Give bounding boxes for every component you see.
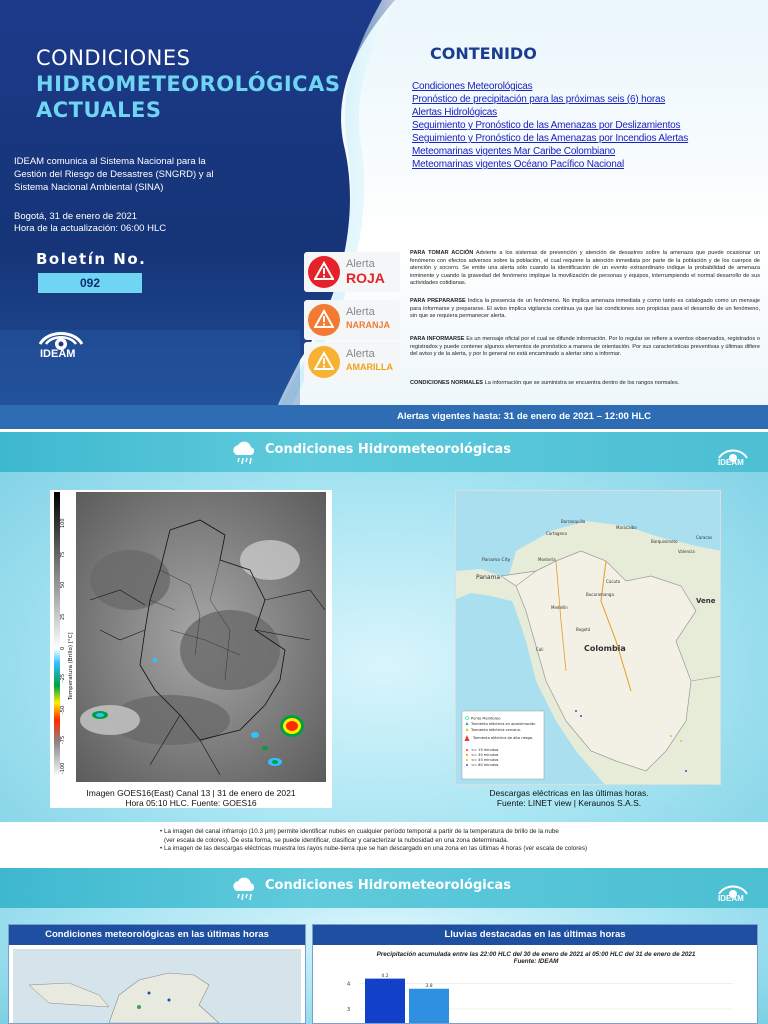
map-city: Bucaramanga — [586, 592, 614, 597]
alert-yellow-level: AMARILLA — [346, 362, 393, 372]
lightning-map — [456, 491, 721, 785]
normal-conditions-description — [410, 380, 760, 388]
contents-list — [412, 80, 688, 171]
satellite-caption — [0, 788, 382, 808]
map-caption-line1: Descargas eléctricas en las últimas horas. — [489, 788, 649, 798]
contents-link-caribbean[interactable]: Meteomarinas vigentes Mar Caribe Colombiano — [412, 146, 616, 157]
map-city: Maracaibo — [616, 525, 637, 530]
note-item: • La imagen de las descargas eléctricas muestra los rayos nube-tierra que se han descargado en una zona en las últimas 4 horas (ver escala de colores) — [160, 845, 588, 852]
legend-item: Punto Monitoreo — [471, 716, 501, 721]
contents-link-meteorological[interactable]: Condiciones Meteorológicas — [412, 81, 533, 92]
rain-chart-bar — [409, 989, 449, 1023]
cover-title-line2: HIDROMETEOROLÓGICAS — [36, 72, 341, 96]
rain-bar-chart — [333, 965, 743, 1023]
contents-link-fires[interactable]: Seguimiento y Pronóstico de las Amenazas por Incendios Alertas — [412, 133, 689, 144]
colorbar-tick: -25 — [60, 673, 66, 682]
map-caption-line2: Fuente: LINET view | Keraunos S.A.S. — [496, 798, 642, 808]
legend-item: Tormenta eléctrica cercana. — [471, 728, 521, 732]
rain-chart-y-tick: 4 — [347, 981, 351, 988]
map-caption — [370, 788, 768, 808]
slide3-header — [0, 868, 768, 908]
legend-item: Tormenta eléctrica de alto riesgo. — [473, 736, 534, 740]
map-city: Cali — [536, 647, 544, 652]
highlighted-rain-title: Lluvias destacadas en las últimas horas — [313, 925, 757, 945]
hydromet-conditions-slide-2 — [0, 868, 768, 1024]
map-label-panama: Panama — [476, 574, 501, 581]
cover-section — [0, 0, 768, 405]
map-city: Barquisimeto — [651, 539, 678, 544]
slide2-title: Condiciones Hidrometeorológicas — [265, 442, 511, 457]
alert-orange-desc-body: Indica la presencia de un fenómeno. No implica amenaza inmediata y como tanto es catalogado como un mensaje para informarse y prepararse. El aviso implica vigilancia continua ya que las condiciones son propicias para el desarrollo de un fenómeno, sin que se requiera permanecer alerta. — [410, 298, 761, 320]
map-label-panama-city: Panama City — [482, 558, 511, 563]
colorbar-label: Temperatura (Brillo) [°C] — [68, 632, 74, 700]
alert-yellow-word: Alerta — [346, 348, 375, 360]
alert-red-circle — [308, 256, 340, 288]
rain-chart-title — [313, 951, 759, 965]
ideam-logo-text: IDEAM — [718, 894, 744, 903]
alert-yellow-desc-head: PARA INFORMARSE — [410, 336, 465, 342]
contents-link-precipitation-forecast[interactable]: Pronóstico de precipitación para las próximas seis (6) horas — [412, 94, 666, 105]
colorbar-tick: 100 — [60, 518, 66, 528]
map-label-colombia: Colombia — [584, 644, 626, 653]
alert-orange-level: NARANJA — [346, 320, 391, 330]
alert-yellow-description — [410, 336, 760, 359]
alerts-valid-until-bar: Alertas vigentes hasta: 31 de enero de 2021 – 12:00 HLC — [0, 405, 768, 429]
bulletin-label: Boletín No. — [36, 250, 147, 268]
legend-item: <= 45 minutos — [471, 758, 499, 762]
legend-item: <= 15 minutos — [471, 748, 499, 752]
rain-chart-value-label: 3.8 — [425, 984, 433, 990]
alert-orange-desc-head: PARA PREPARARSE — [410, 298, 466, 304]
warning-triangle-icon — [314, 309, 334, 329]
alert-badge-orange — [304, 300, 400, 340]
rain-chart-title-line1: Precipitación acumulada entre las 22:00 HLC del 30 de enero de 2021 al 05:00 HLC del 31 de enero de 2021 — [376, 951, 696, 958]
warning-triangle-icon — [314, 351, 334, 371]
map-city: Bogotá — [576, 627, 591, 632]
contents-link-pacific[interactable]: Meteomarinas vigentes Océano Pacífico Nacional — [412, 159, 625, 170]
legend-item: <= 30 minutos — [471, 753, 499, 757]
colorbar-tick: 25 — [60, 613, 66, 620]
satellite-caption-line2: Hora 05:10 HLC. Fuente: GOES16 — [125, 798, 257, 808]
rain-chart-source: Fuente: IDEAM — [513, 958, 559, 965]
rain-cloud-icon — [230, 875, 258, 903]
rain-cloud-icon — [230, 439, 258, 467]
alert-orange-description — [410, 298, 760, 321]
map-city: Caracas — [696, 535, 713, 540]
note-item: • La imagen del canal infrarrojo (10.3 µm) permite identificar nubes en cualquier período temporal a partir de la temperatura de brillo de la nube — [160, 828, 559, 835]
slide3-title: Condiciones Hidrometeorológicas — [265, 878, 511, 893]
cover-title-line3: ACTUALES — [36, 98, 162, 122]
recent-conditions-map — [9, 945, 305, 1023]
lightning-map-panel — [455, 490, 721, 785]
map-city: Valencia — [678, 549, 695, 554]
alert-badge-red — [304, 252, 400, 292]
cover-date: Bogotá, 31 de enero de 2021 — [14, 211, 138, 222]
contents-link-landslides[interactable]: Seguimiento y Pronóstico de las Amenazas por Deslizamientos — [412, 120, 681, 131]
ideam-logo-text: IDEAM — [718, 458, 744, 467]
alert-yellow-circle — [308, 346, 340, 378]
alert-red-level: ROJA — [346, 270, 385, 286]
ideam-logo-text: IDEAM — [40, 348, 76, 360]
contents-title: CONTENIDO — [430, 44, 537, 63]
alert-red-desc-body: Advierte a los sistemas de prevención y atención de desastres sobre la amenaza que puede ocasionar un fenómeno con efectos adversos sobre la población, el cual requiere la atención inmediata por parte de la población y de los cuerpos de atención y socorro. Se emite una alerta sólo cuando la identificación de un evento extraordinario indique la probabilidad de amenaza inminente y cuando la gravedad del fenómeno implique la movilización de personas y equipos, interrumpiendo el normal desarrollo de sus actividades cotidianas. — [410, 250, 760, 287]
normal-desc-body: La información que se suministra se encuentra dentro de los rangos normales. — [483, 380, 680, 386]
alert-red-desc-head: PARA TOMAR ACCIÓN — [410, 250, 474, 256]
map-label-venezuela: Vene — [696, 597, 716, 605]
rain-chart-y-tick: 3 — [347, 1007, 351, 1013]
map-city: Cúcuta — [606, 579, 621, 584]
hydromet-conditions-slide — [0, 432, 768, 822]
alert-red-description — [410, 250, 760, 288]
normal-desc-head: CONDICIONES NORMALES — [410, 380, 484, 386]
image-notes — [0, 822, 768, 868]
note-item: (ver escala de colores). De esta forma, se puede identificar, clasificar y caracterizar la nubosidad en una zona determinada. — [164, 836, 509, 844]
alert-orange-circle — [308, 304, 340, 336]
cover-update-time: Hora de la actualización: 06:00 HLC — [14, 223, 167, 234]
colorbar-tick: 50 — [60, 581, 66, 588]
highlighted-rain-panel — [312, 924, 758, 1024]
contents-link-hydrological-alerts[interactable]: Alertas Hidrológicas — [412, 107, 497, 118]
map-city: Barranquilla — [561, 519, 586, 524]
recent-conditions-title: Condiciones meteorológicas en las últimas horas — [9, 925, 305, 945]
cover-title-line1: CONDICIONES — [36, 46, 191, 70]
map-city: Montería — [538, 557, 556, 562]
alert-badge-yellow — [304, 342, 400, 382]
satellite-caption-line1: Imagen GOES16(East) Canal 13 | 31 de enero de 2021 — [86, 788, 296, 798]
legend-item: <= 60 minutos — [471, 763, 499, 767]
rain-chart-bars — [365, 973, 449, 1023]
goes16-infrared-image — [50, 490, 332, 786]
colorbar-tick: 75 — [60, 551, 66, 558]
map-city: Medellín — [551, 605, 568, 610]
legend-item: Tormenta eléctrica en aproximación. — [471, 722, 537, 726]
rain-chart-bar — [365, 979, 405, 1023]
colorbar-tick: -100 — [60, 762, 66, 774]
bulletin-number: 092 — [38, 273, 142, 293]
recent-conditions-panel — [8, 924, 306, 1024]
alert-red-word: Alerta — [346, 258, 375, 270]
cover-intro: IDEAM comunica al Sistema Nacional para la Gestión del Riesgo de Desastres (SNGRD) y al Sistema Nacional Ambiental (SINA) — [14, 156, 214, 193]
rain-chart-value-label: 4.2 — [381, 974, 389, 980]
colorbar-tick: -75 — [60, 735, 66, 744]
alert-yellow-desc-body: Es un mensaje oficial por el cual se difunde información. Por lo regular se refiere a eventos observados, registrados o registrados y puede contener algunos elementos de pronóstico a manera de orientación. Por sus características preventivas y últimas difiere del aviso y de la alerta, y por lo general no está encaminado a alertar sino a informar. — [410, 336, 760, 358]
map-city: Cartagena — [546, 531, 567, 536]
slide2-header — [0, 432, 768, 472]
alert-orange-word: Alerta — [346, 306, 375, 318]
colorbar-tick: 0 — [60, 646, 66, 650]
satellite-image-panel — [50, 490, 332, 808]
warning-triangle-icon — [314, 261, 334, 281]
colorbar-tick: -50 — [60, 705, 66, 714]
